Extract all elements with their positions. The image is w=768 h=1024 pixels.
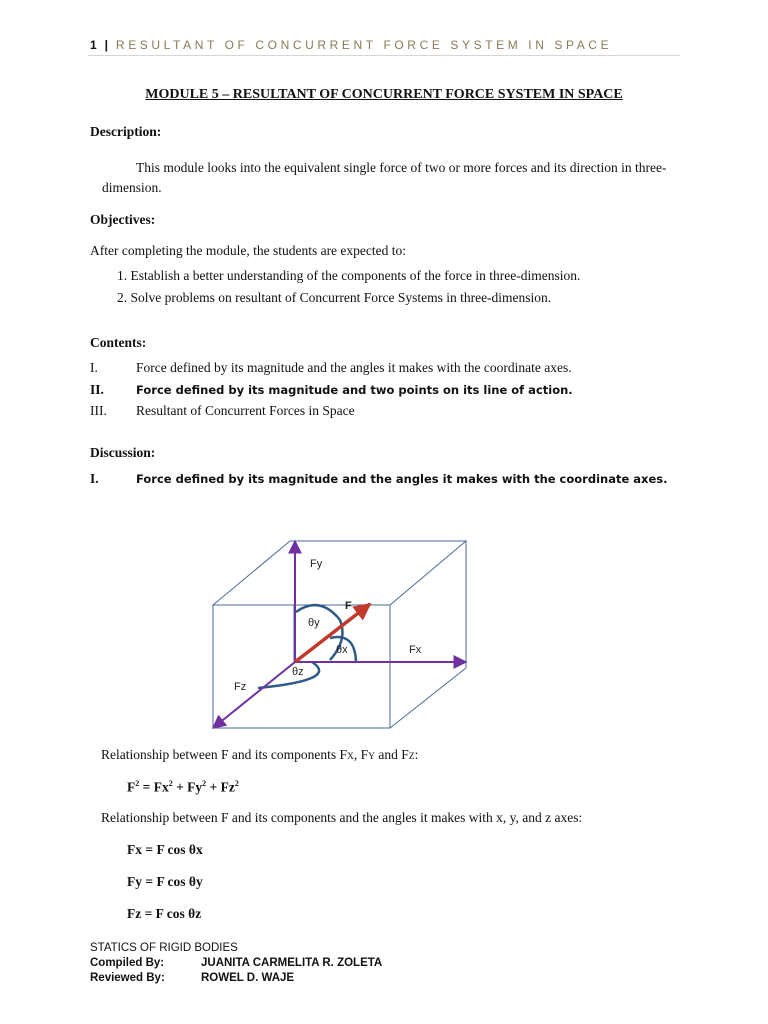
footer-compiled-label: Compiled By: bbox=[90, 957, 165, 969]
footer-reviewed-name: ROWEL D. WAJE bbox=[201, 972, 295, 984]
label-theta-y: θy bbox=[308, 617, 320, 629]
description-line-2: dimension. bbox=[102, 180, 162, 195]
objectives-intro: After completing the module, the students are expected to: bbox=[90, 243, 407, 258]
contents-heading: Contents: bbox=[90, 335, 147, 350]
page-title: MODULE 5 – RESULTANT OF CONCURRENT FORCE SYSTEM IN SPACE bbox=[145, 87, 623, 102]
cube-top-face bbox=[213, 541, 466, 605]
label-theta-z: θz bbox=[292, 666, 304, 678]
label-fz: Fz bbox=[234, 681, 247, 693]
header-separator: | bbox=[104, 38, 109, 52]
equation-fx: Fx = F cos θx bbox=[127, 842, 203, 857]
contents-num: I. bbox=[90, 360, 98, 375]
label-f: F bbox=[345, 600, 352, 612]
subscript-z: Z bbox=[408, 752, 415, 762]
objective-item: 1. Establish a better understanding of the components of the force in three-dimension. bbox=[117, 268, 581, 283]
eq-term: + Fy bbox=[172, 779, 203, 795]
eq-exponent: 2 bbox=[135, 779, 140, 788]
eq-term: + Fz bbox=[206, 779, 235, 795]
eq-exponent: 2 bbox=[168, 779, 173, 788]
relationship-1-sep: and F bbox=[375, 747, 409, 762]
eq-exponent: 2 bbox=[202, 779, 207, 788]
description-line-1: This module looks into the equivalent single force of two or more forces and its direction in three- bbox=[136, 160, 667, 175]
relationship-2: Relationship between F and its components and the angles it makes with x, y, and z axes: bbox=[101, 810, 583, 825]
footer-course: STATICS OF RIGID BODIES bbox=[90, 942, 238, 954]
contents-num: II. bbox=[90, 382, 104, 397]
section-number: I. bbox=[90, 471, 99, 486]
eq-exponent: 2 bbox=[234, 779, 239, 788]
equation-fz: Fz = F cos θz bbox=[127, 906, 202, 921]
eq-term: = Fx bbox=[139, 779, 169, 795]
relationship-1-colon: : bbox=[414, 747, 419, 762]
z-axis-arrow bbox=[213, 662, 295, 728]
objectives-heading: Objectives: bbox=[90, 212, 156, 227]
running-title: RESULTANT OF CONCURRENT FORCE SYSTEM IN SPACE bbox=[115, 38, 613, 52]
description-heading: Description: bbox=[90, 124, 162, 139]
contents-item: Resultant of Concurrent Forces in Space bbox=[136, 403, 355, 418]
discussion-heading: Discussion: bbox=[90, 445, 156, 460]
label-fx: Fx bbox=[409, 644, 422, 656]
equation-fy: Fy = F cos θy bbox=[127, 874, 203, 889]
equation-magnitude bbox=[127, 779, 239, 796]
contents-item: Force defined by its magnitude and two points on its line of action. bbox=[136, 383, 573, 397]
objective-item: 2. Solve problems on resultant of Concurrent Force Systems in three-dimension. bbox=[117, 290, 552, 305]
page-number: 1 bbox=[90, 38, 98, 52]
contents-item: Force defined by its magnitude and the angles it makes with the coordinate axes. bbox=[136, 360, 572, 375]
relationship-1 bbox=[101, 747, 418, 763]
label-theta-x: θx bbox=[336, 644, 348, 656]
relationship-1-text: Relationship between F and its components F bbox=[101, 747, 347, 762]
contents-num: III. bbox=[90, 403, 107, 418]
section-title: Force defined by its magnitude and the angles it makes with the coordinate axes. bbox=[136, 472, 668, 486]
subscript-x: X bbox=[346, 752, 354, 762]
footer-compiled-name: JUANITA CARMELITA R. ZOLETA bbox=[201, 957, 383, 969]
cube-bottom-edge bbox=[390, 668, 466, 728]
relationship-1-sep: , F bbox=[353, 747, 369, 762]
eq-term: F bbox=[127, 779, 136, 795]
cube-outline bbox=[213, 541, 466, 728]
footer-reviewed-label: Reviewed By: bbox=[90, 972, 165, 984]
subscript-y: Y bbox=[368, 752, 375, 762]
label-fy: Fy bbox=[310, 558, 323, 570]
